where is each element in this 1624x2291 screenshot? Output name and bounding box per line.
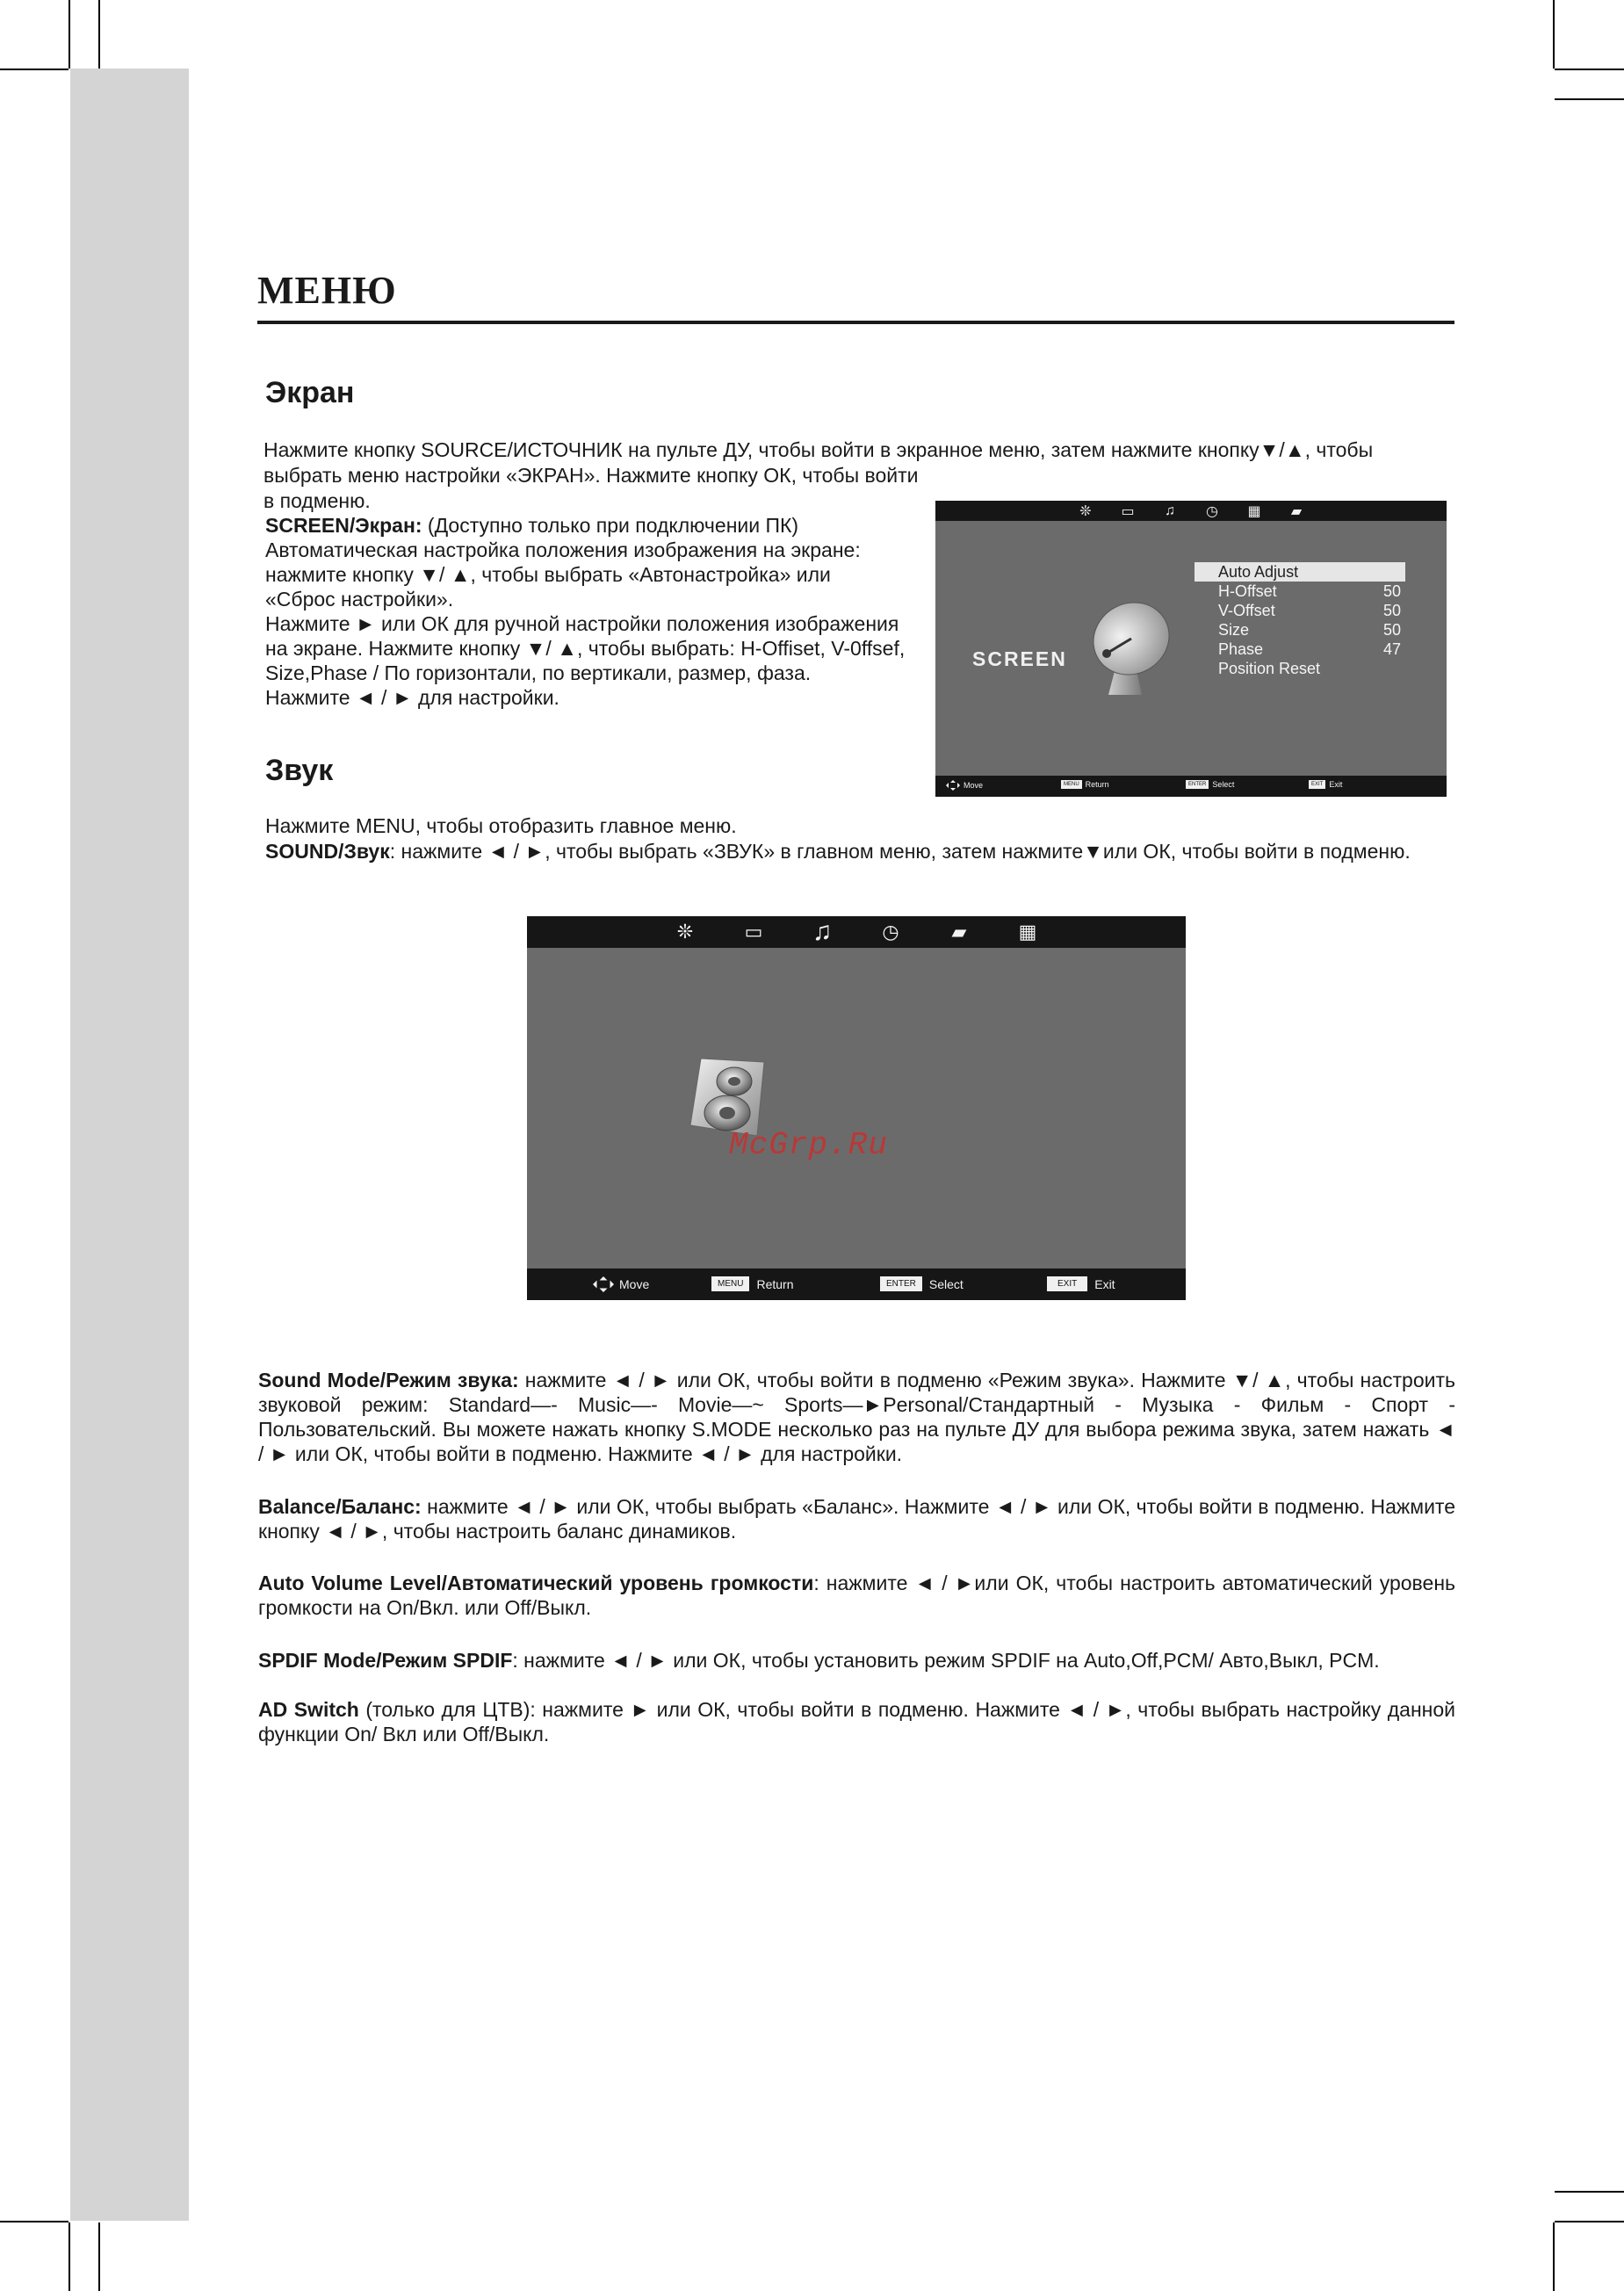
menu-hint-bar <box>935 776 1447 797</box>
sound-label-bold: SOUND/Звук <box>265 840 390 863</box>
satellite-dish-icon <box>1080 593 1177 698</box>
screen-line: Нажмите ► или ОК для ручной настройки положения изображения <box>265 612 899 635</box>
sound-line-1: Нажмите MENU, чтобы отобразить главное меню. <box>265 814 737 837</box>
paragraph-bold: AD Switch <box>258 1698 359 1721</box>
menu-key-icon: MENU <box>1061 780 1082 789</box>
sound-tab-icon: ♫ <box>1165 502 1175 518</box>
crop-mark <box>1553 2222 1555 2291</box>
title-rule <box>257 321 1454 324</box>
menu-hint-bar <box>527 1268 1186 1300</box>
crop-mark <box>98 0 100 69</box>
menu-item-phase <box>1195 640 1405 659</box>
screen-menu-title: SCREEN <box>972 647 1067 670</box>
sound-tab-icon: ♫ <box>812 917 833 946</box>
move-arrows-icon <box>946 780 960 791</box>
menu-item-label: H-Offset <box>1218 582 1277 600</box>
screen-tab-icon: ▭ <box>1121 503 1135 519</box>
exit-key-icon: EXIT <box>1047 1276 1087 1291</box>
crop-mark <box>1553 0 1555 69</box>
move-hint <box>593 1276 649 1292</box>
crop-mark <box>69 0 70 69</box>
menu-item-h-offset <box>1195 582 1405 601</box>
screen-intro-1: Нажмите кнопку SOURCE/ИСТОЧНИК на пульте ДУ, чтобы войти в экранное меню, затем нажмите кнопку▼/▲, чтобы <box>263 438 1374 461</box>
select-hint <box>1186 780 1234 789</box>
screen-line: Size,Phase / По горизонтали, по вертикали, размер, фаза. <box>265 661 812 684</box>
menu-item-label: Phase <box>1218 640 1264 658</box>
crop-mark <box>1555 2191 1624 2193</box>
menu-item-label: Auto Adjust <box>1218 563 1299 581</box>
screen-instructions <box>265 538 942 710</box>
paragraph-bold: Balance/Баланс: <box>258 1495 422 1518</box>
paragraph-balance <box>258 1494 1455 1543</box>
time-tab-icon: ◷ <box>882 921 899 943</box>
time-tab-icon: ◷ <box>1206 503 1218 519</box>
paragraph-text: нажмите ◄ / ► или ОК, чтобы войти в подменю «Режим звука». Нажмите ▼/ ▲, чтобы настроить звуковой режим: Standard—- Music—- Movie—~ Sports—►Personal/Стандартный - Музыка - Фильм - Спорт - Пользовательский. Вы можете нажать кнопку S.MODE несколько раз на пульте ДУ для выбора режима звука, затем нажать ◄ / ► или ОК, чтобы войти в подменю. Нажмите ◄ / ► для настройки. <box>258 1369 1455 1465</box>
screen-intro-2: выбрать меню настройки «ЭКРАН». Нажмите кнопку ОК, чтобы войти <box>263 464 919 487</box>
exit-label: Exit <box>1329 780 1343 789</box>
menu-item-value: 50 <box>1382 602 1401 619</box>
move-hint <box>946 780 983 791</box>
menu-item-value: 50 <box>1382 621 1401 639</box>
watermark: McGrp.Ru <box>729 1127 888 1163</box>
picture-tab-icon: ❊ <box>1079 503 1092 519</box>
lock-tab-icon: ▰ <box>1290 503 1303 519</box>
screen-tab-icon: ▭ <box>744 921 763 943</box>
screen-heading: Экран <box>265 376 355 409</box>
paragraph-bold: Sound Mode/Режим звука: <box>258 1369 519 1391</box>
menu-item-position-reset <box>1195 659 1405 678</box>
menu-item-value: 47 <box>1382 640 1401 658</box>
lock-tab-icon: ▰ <box>951 921 967 943</box>
move-label: Move <box>964 781 984 790</box>
picture-tab-icon: ❊ <box>676 921 694 943</box>
menu-item-label: V-Offset <box>1218 602 1275 619</box>
menu-tab-bar <box>527 916 1186 948</box>
menu-item-label: Size <box>1218 621 1250 639</box>
select-hint <box>880 1276 964 1291</box>
paragraph-text: : нажмите ◄ / ► или ОК, чтобы установить режим SPDIF на Auto,Off,PCM/ Авто,Выкл, PCM. <box>512 1649 1380 1672</box>
crop-mark <box>1555 2221 1624 2222</box>
select-label: Select <box>928 1276 964 1291</box>
return-hint <box>1061 780 1109 789</box>
paragraph-text: : нажмите ◄ / ►или ОК, чтобы настроить автоматический уровень громкости на On/Вкл. или Off/Выкл. <box>258 1572 1455 1619</box>
paragraph-ad-switch <box>258 1697 1455 1746</box>
sound-label-rest: : нажмите ◄ / ►, чтобы выбрать «ЗВУК» в главном меню, затем нажмите▼или ОК, чтобы войти в подменю. <box>389 840 1411 863</box>
crop-mark <box>0 69 69 70</box>
sound-heading: Звук <box>265 754 334 787</box>
return-hint <box>711 1276 793 1291</box>
option-tab-icon: ▦ <box>1247 503 1261 519</box>
move-arrows-icon <box>593 1276 614 1292</box>
paragraph-text: (только для ЦТВ): нажмите ► или ОК, чтобы войти в подменю. Нажмите ◄ / ►, чтобы выбрать настройку данной функции On/ Вкл или Off/Выкл. <box>258 1698 1455 1745</box>
screen-line: на экране. Нажмите кнопку ▼/ ▲, чтобы выбрать: H-Offiset, V-0ffsef, <box>265 637 906 660</box>
sound-menu-illustration <box>527 916 1186 1300</box>
menu-tab-bar <box>935 501 1447 521</box>
screen-line: нажмите кнопку ▼/ ▲, чтобы выбрать «Автонастройка» или <box>265 563 831 586</box>
page-title: МЕНЮ <box>257 269 397 312</box>
screen-menu-illustration <box>935 501 1447 797</box>
screen-line: «Сброс настройки». <box>265 588 454 611</box>
paragraph-text: нажмите ◄ / ► или ОК, чтобы выбрать «Баланс». Нажмите ◄ / ► или ОК, чтобы войти в подменю. Нажмите кнопку ◄ / ►, чтобы настроить баланс динамиков. <box>258 1495 1455 1543</box>
exit-hint <box>1047 1276 1115 1291</box>
paragraph-bold: Auto Volume Level/Автоматический уровень громкости <box>258 1572 814 1594</box>
sound-line-2 <box>265 839 1411 864</box>
margin-strip <box>70 69 189 2221</box>
enter-key-icon: ENTER <box>1186 780 1209 789</box>
crop-mark <box>69 2222 70 2291</box>
return-label: Return <box>756 1276 794 1291</box>
screen-label-rest: (Доступно только при подключении ПК) <box>422 514 799 537</box>
menu-item-size <box>1195 620 1405 640</box>
paragraph-spdif <box>258 1648 1455 1673</box>
crop-mark <box>0 2221 69 2222</box>
screen-subheading <box>265 513 798 538</box>
return-label: Return <box>1085 780 1109 789</box>
crop-mark <box>98 2222 100 2291</box>
move-label: Move <box>619 1277 650 1291</box>
screen-intro-3: в подменю. <box>263 489 371 512</box>
screen-label-bold: SCREEN/Экран: <box>265 514 422 537</box>
menu-item-auto-adjust <box>1195 562 1405 582</box>
exit-label: Exit <box>1094 1276 1115 1291</box>
paragraph-auto-volume <box>258 1571 1455 1620</box>
crop-mark <box>1555 69 1624 70</box>
menu-key-icon: MENU <box>711 1276 749 1291</box>
exit-hint <box>1309 780 1342 789</box>
paragraph-sound-mode <box>258 1368 1455 1466</box>
menu-item-label: Position Reset <box>1218 660 1321 677</box>
menu-item-value: 50 <box>1382 582 1401 600</box>
screen-line: Нажмите ◄ / ► для настройки. <box>265 686 559 709</box>
screen-menu-list <box>1195 562 1405 678</box>
screen-line: Автоматическая настройка положения изображения на экране: <box>265 538 861 561</box>
crop-mark <box>1555 98 1624 100</box>
option-tab-icon: ▦ <box>1018 921 1037 943</box>
menu-item-v-offset <box>1195 601 1405 620</box>
select-label: Select <box>1212 780 1235 789</box>
paragraph-bold: SPDIF Mode/Режим SPDIF <box>258 1649 513 1672</box>
exit-key-icon: EXIT <box>1309 780 1325 789</box>
enter-key-icon: ENTER <box>880 1276 922 1291</box>
